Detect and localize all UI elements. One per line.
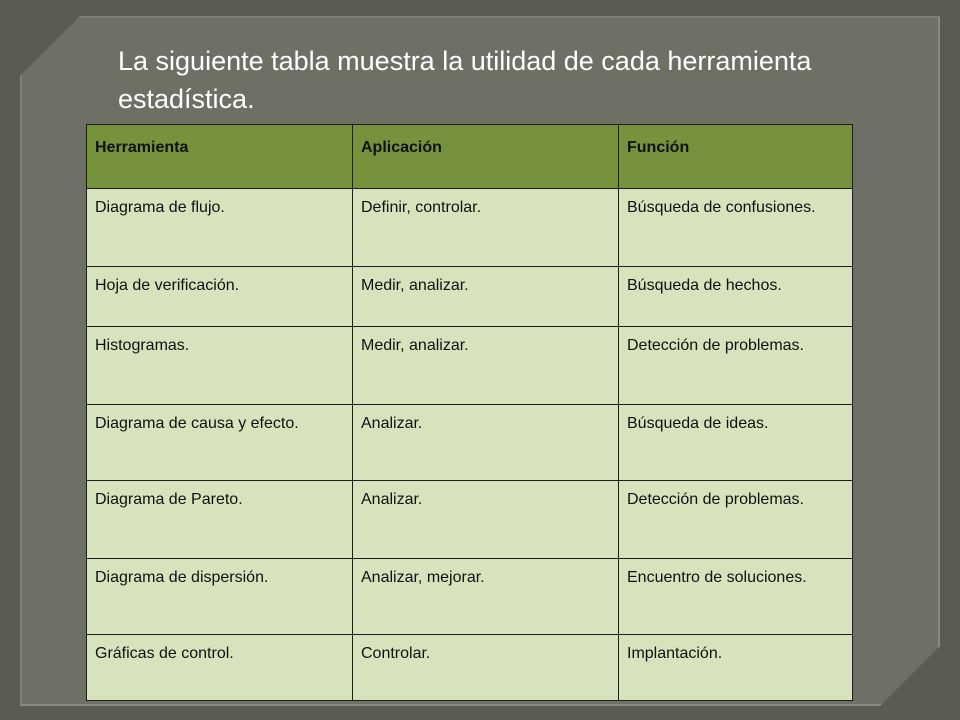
cell-text: Detección de problemas. bbox=[627, 337, 804, 354]
cell-herramienta bbox=[87, 405, 353, 481]
cell-herramienta bbox=[87, 327, 353, 405]
cell-funcion bbox=[619, 481, 853, 559]
cell-funcion bbox=[619, 405, 853, 481]
cell-text: Búsqueda de ideas. bbox=[627, 415, 769, 432]
table-row bbox=[87, 481, 853, 559]
cell-text: Histogramas. bbox=[95, 337, 190, 354]
table-header-row bbox=[87, 125, 853, 189]
table-row bbox=[87, 189, 853, 267]
cell-text: Detección de problemas. bbox=[627, 491, 804, 508]
cell-text: Diagrama de dispersión. bbox=[95, 569, 269, 586]
cell-aplicacion bbox=[353, 481, 619, 559]
cell-text: Búsqueda de confusiones. bbox=[627, 199, 816, 216]
cell-text: Analizar. bbox=[361, 415, 423, 432]
cell-herramienta bbox=[87, 267, 353, 327]
cell-text: Definir, controlar. bbox=[361, 199, 482, 216]
cell-text: Encuentro de soluciones. bbox=[627, 569, 807, 586]
cell-funcion bbox=[619, 189, 853, 267]
table-row bbox=[87, 635, 853, 701]
cell-text: Gráficas de control. bbox=[95, 645, 234, 662]
intro-text: La siguiente tabla muestra la utilidad de cada herramienta estadística. bbox=[118, 46, 812, 114]
cell-aplicacion bbox=[353, 189, 619, 267]
cell-text: Hoja de verificación. bbox=[95, 277, 240, 294]
cell-herramienta bbox=[87, 635, 353, 701]
cell-aplicacion bbox=[353, 635, 619, 701]
cell-funcion bbox=[619, 327, 853, 405]
cell-text: Analizar, mejorar. bbox=[361, 569, 485, 586]
table-row bbox=[87, 559, 853, 635]
table-row bbox=[87, 405, 853, 481]
cell-aplicacion bbox=[353, 559, 619, 635]
cell-text: Analizar. bbox=[361, 491, 423, 508]
cell-text: Medir, analizar. bbox=[361, 277, 469, 294]
table-row bbox=[87, 327, 853, 405]
cell-funcion bbox=[619, 267, 853, 327]
header-herramienta: Herramienta bbox=[87, 125, 353, 189]
tools-table bbox=[86, 124, 853, 701]
cell-herramienta bbox=[87, 189, 353, 267]
cell-text: Diagrama de flujo. bbox=[95, 199, 225, 216]
cell-herramienta bbox=[87, 559, 353, 635]
cell-text: Medir, analizar. bbox=[361, 337, 469, 354]
cell-aplicacion bbox=[353, 267, 619, 327]
cell-text: Diagrama de causa y efecto. bbox=[95, 415, 299, 432]
cell-aplicacion bbox=[353, 327, 619, 405]
cell-funcion bbox=[619, 559, 853, 635]
cell-aplicacion bbox=[353, 405, 619, 481]
header-aplicacion: Aplicación bbox=[353, 125, 619, 189]
table-row bbox=[87, 267, 853, 327]
cell-herramienta bbox=[87, 481, 353, 559]
cell-funcion bbox=[619, 635, 853, 701]
cell-text: Diagrama de Pareto. bbox=[95, 491, 243, 508]
cell-text: Controlar. bbox=[361, 645, 431, 662]
cell-text: Búsqueda de hechos. bbox=[627, 277, 782, 294]
cell-text: Implantación. bbox=[627, 645, 723, 662]
header-funcion: Función bbox=[619, 125, 853, 189]
